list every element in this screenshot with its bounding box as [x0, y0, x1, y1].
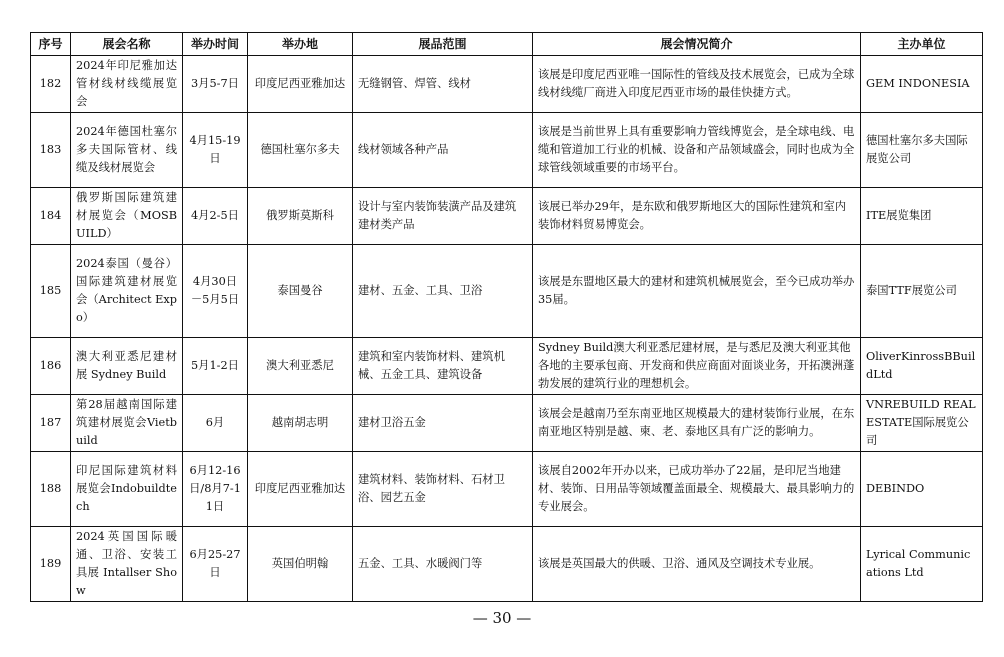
cell-product-scope: 建材卫浴五金	[353, 395, 533, 452]
table-row	[31, 113, 983, 188]
cell-exhibition-name: 俄罗斯国际建筑建材展览会（MOSBUILD）	[71, 188, 183, 245]
exhibition-table	[30, 32, 983, 602]
header-introduction: 展会情况简介	[533, 33, 861, 56]
cell-exhibition-name: 2024年印尼雅加达管材线材线缆展览会	[71, 56, 183, 113]
cell-product-scope: 建筑和室内装饰材料、建筑机械、五金工具、建筑设备	[353, 338, 533, 395]
cell-date: 4月2-5日	[183, 188, 248, 245]
header-organizer: 主办单位	[861, 33, 983, 56]
cell-location: 英国伯明翰	[248, 527, 353, 602]
header-exhibition-name: 展会名称	[71, 33, 183, 56]
cell-exhibition-name: 2024年德国杜塞尔多夫国际管材、线缆及线材展览会	[71, 113, 183, 188]
cell-serial-number: 184	[31, 188, 71, 245]
cell-product-scope: 设计与室内装饰装潢产品及建筑建材类产品	[353, 188, 533, 245]
cell-exhibition-name: 2024泰国（曼谷）国际建筑建材展览会（Architect Expo）	[71, 245, 183, 338]
cell-serial-number: 185	[31, 245, 71, 338]
cell-location: 印度尼西亚雅加达	[248, 56, 353, 113]
table-row	[31, 452, 983, 527]
table-header-row	[31, 33, 983, 56]
cell-organizer: DEBINDO	[861, 452, 983, 527]
cell-location: 泰国曼谷	[248, 245, 353, 338]
cell-product-scope: 建筑材料、装饰材料、石材卫浴、园艺五金	[353, 452, 533, 527]
cell-organizer: 德国杜塞尔多夫国际展览公司	[861, 113, 983, 188]
cell-organizer: VNREBUILD REAL ESTATE国际展览公司	[861, 395, 983, 452]
cell-date: 6月	[183, 395, 248, 452]
cell-location: 越南胡志明	[248, 395, 353, 452]
cell-location: 澳大利亚悉尼	[248, 338, 353, 395]
cell-serial-number: 183	[31, 113, 71, 188]
cell-introduction: 该展自2002年开办以来，已成功举办了22届，是印尼当地建材、装饰、日用品等领域覆盖面最全、规模最大、最具影响力的专业展会。	[533, 452, 861, 527]
header-product-scope: 展品范围	[353, 33, 533, 56]
cell-introduction: 该展是英国最大的供暖、卫浴、通风及空调技术专业展。	[533, 527, 861, 602]
cell-serial-number: 182	[31, 56, 71, 113]
cell-location: 印度尼西亚雅加达	[248, 452, 353, 527]
cell-date: 3月5-7日	[183, 56, 248, 113]
cell-location: 德国杜塞尔多夫	[248, 113, 353, 188]
cell-serial-number: 186	[31, 338, 71, 395]
header-date: 举办时间	[183, 33, 248, 56]
cell-introduction: 该展是东盟地区最大的建材和建筑机械展览会，至今已成功举办35届。	[533, 245, 861, 338]
header-serial-number: 序号	[31, 33, 71, 56]
cell-date: 6月25-27日	[183, 527, 248, 602]
table-row	[31, 527, 983, 602]
cell-date: 4月15-19日	[183, 113, 248, 188]
cell-date: 5月1-2日	[183, 338, 248, 395]
cell-introduction: 该展会是越南乃至东南亚地区规模最大的建材装饰行业展，在东南亚地区特别是越、柬、老、泰地区具有广泛的影响力。	[533, 395, 861, 452]
page-number: — 30 —	[472, 609, 532, 627]
table-row	[31, 395, 983, 452]
header-location: 举办地	[248, 33, 353, 56]
cell-serial-number: 187	[31, 395, 71, 452]
cell-date: 4月30日－5月5日	[183, 245, 248, 338]
cell-organizer: GEM INDONESIA	[861, 56, 983, 113]
cell-product-scope: 五金、工具、水暖阀门等	[353, 527, 533, 602]
cell-product-scope: 建材、五金、工具、卫浴	[353, 245, 533, 338]
cell-serial-number: 189	[31, 527, 71, 602]
cell-exhibition-name: 2024英国国际暖通、卫浴、安装工具展 Intallser Show	[71, 527, 183, 602]
cell-organizer: OliverKinrossBBuildLtd	[861, 338, 983, 395]
cell-introduction: 该展是印度尼西亚唯一国际性的管线及技术展览会，已成为全球线材线缆厂商进入印度尼西亚市场的最佳快捷方式。	[533, 56, 861, 113]
cell-organizer: ITE展览集团	[861, 188, 983, 245]
cell-introduction: 该展已举办29年，是东欧和俄罗斯地区大的国际性建筑和室内装饰材料贸易博览会。	[533, 188, 861, 245]
cell-organizer: Lyrical Communications Ltd	[861, 527, 983, 602]
cell-organizer: 泰国TTF展览公司	[861, 245, 983, 338]
cell-introduction: Sydney Build澳大利亚悉尼建材展，是与悉尼及澳大利亚其他各地的主要承包商、开发商和供应商面对面谈业务，开拓澳洲蓬勃发展的建筑行业的理想机会。	[533, 338, 861, 395]
cell-exhibition-name: 第28届越南国际建筑建材展览会Vietbuild	[71, 395, 183, 452]
cell-date: 6月12-16日/8月7-11日	[183, 452, 248, 527]
table-row	[31, 188, 983, 245]
cell-exhibition-name: 澳大利亚悉尼建材展 Sydney Build	[71, 338, 183, 395]
cell-location: 俄罗斯莫斯科	[248, 188, 353, 245]
table-row	[31, 338, 983, 395]
cell-exhibition-name: 印尼国际建筑材料展览会Indobuildtech	[71, 452, 183, 527]
table-row	[31, 245, 983, 338]
cell-serial-number: 188	[31, 452, 71, 527]
cell-introduction: 该展是当前世界上具有重要影响力管线博览会，是全球电线、电缆和管道加工行业的机械、设备和产品领域盛会，同时也成为全球管线领域重要的市场平台。	[533, 113, 861, 188]
cell-product-scope: 无缝钢管、焊管、线材	[353, 56, 533, 113]
table-row	[31, 56, 983, 113]
cell-product-scope: 线材领域各种产品	[353, 113, 533, 188]
